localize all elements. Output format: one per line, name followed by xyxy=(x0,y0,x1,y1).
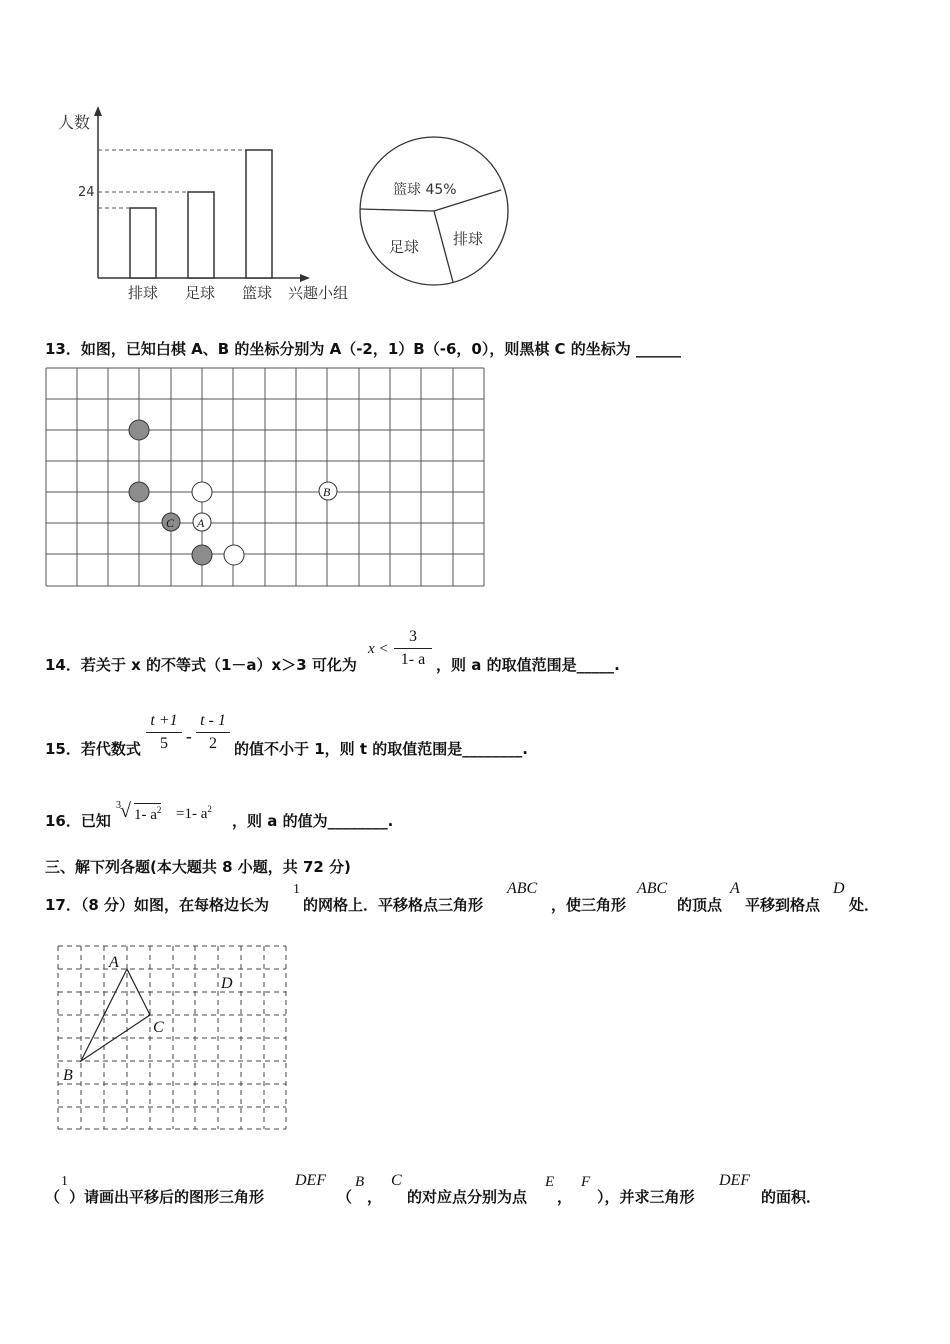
stone-label-a: A xyxy=(197,516,205,530)
black-stone xyxy=(129,420,149,440)
q17-1-text-1: ）请画出平移后的图形三角形 xyxy=(69,1188,265,1206)
radicand-exponent: 2 xyxy=(156,805,162,815)
question-16-suffix: ，则 a 的值为________. xyxy=(232,812,394,830)
q17-1-f: F xyxy=(581,1174,591,1190)
q17-text-4: 的顶点 xyxy=(677,896,723,914)
q17-one: 1 xyxy=(293,882,300,897)
point-label-a: A xyxy=(109,954,119,971)
q17-text-1: 17．（8 分）如图，在每格边长为 xyxy=(45,896,270,914)
fraction-numerator: t - 1 xyxy=(200,712,226,729)
question-15-suffix: 的值不小于 1，则 t 的取值范围是________. xyxy=(234,740,528,758)
bar-basketball xyxy=(246,150,272,278)
fraction-denominator: 1- a xyxy=(400,651,426,668)
q17-1-c: C xyxy=(391,1172,402,1189)
q17-1-comma-1: ， xyxy=(367,1188,383,1206)
question-14-fraction xyxy=(394,628,432,669)
radical-index: 3 xyxy=(116,800,121,811)
pie-label-volleyball: 排球 xyxy=(453,230,484,248)
question-15-fraction-2 xyxy=(196,712,230,753)
q17-abc-2: ABC xyxy=(637,880,668,897)
fraction-denominator: 5 xyxy=(160,735,168,752)
black-stone xyxy=(129,482,149,502)
radical-sign: √ xyxy=(120,800,131,822)
bar-football xyxy=(188,192,214,278)
category-label-football: 足球 xyxy=(185,284,216,302)
white-stone xyxy=(192,482,212,502)
point-label-d: D xyxy=(221,975,233,992)
q17-a: A xyxy=(730,880,740,897)
q17-text-5: 平移到格点 xyxy=(745,896,821,914)
question-15-minus: - xyxy=(186,727,192,746)
q17-1-paren: （ xyxy=(337,1188,353,1206)
q17-1-text-4: 的面积． xyxy=(761,1188,822,1206)
q17-1-comma-2: ， xyxy=(557,1188,573,1206)
question-16-prefix: 16．已知 xyxy=(45,812,111,830)
point-label-c: C xyxy=(153,1019,164,1036)
stone-label-c: C xyxy=(166,516,175,530)
tick-label-24: 24 xyxy=(78,185,95,200)
pie-chart xyxy=(355,132,515,292)
q17-1-def-2: DEF xyxy=(719,1172,751,1189)
q17-text-6: 处． xyxy=(849,896,880,914)
category-label-volleyball: 排球 xyxy=(128,284,159,302)
radical-radicand xyxy=(134,803,161,824)
pie-label-basketball: 篮球 45% xyxy=(393,182,457,198)
bar-volleyball xyxy=(130,208,156,278)
q17-1-one: 1 xyxy=(61,1174,68,1189)
rhs-exponent: 2 xyxy=(207,804,212,814)
question-15-fraction-1 xyxy=(146,712,182,753)
fraction-bar xyxy=(394,648,432,649)
fraction-denominator: 2 xyxy=(209,735,217,752)
category-label-basketball: 篮球 xyxy=(242,284,273,302)
go-board xyxy=(45,367,487,591)
x-axis-label: 兴趣小组 xyxy=(288,284,349,302)
fraction-numerator: 3 xyxy=(409,628,417,645)
q17-1-text-3: ），并求三角形 xyxy=(597,1188,695,1206)
fraction-bar xyxy=(146,732,182,733)
question-14-lhs: x < xyxy=(368,641,389,657)
question-13: 13．如图，已知白棋 A、B 的坐标分别为 A（-2，1）B（-6，0），则黑棋 C 的坐标为 ______ xyxy=(45,340,682,358)
q17-abc-1: ABC xyxy=(507,880,538,897)
y-axis-label: 人数 xyxy=(58,113,91,132)
radicand-text: 1- a xyxy=(134,807,157,823)
q17-text-3: ，使三角形 xyxy=(551,896,627,914)
stone-label-b: B xyxy=(323,485,331,499)
q17-grid-figure xyxy=(55,943,290,1133)
question-15-prefix: 15．若代数式 xyxy=(45,740,141,758)
white-stone xyxy=(224,545,244,565)
black-stone xyxy=(192,545,212,565)
q17-1-e: E xyxy=(545,1174,555,1190)
bar-chart xyxy=(50,100,360,305)
point-label-b: B xyxy=(63,1067,73,1084)
q17-1-b: B xyxy=(355,1174,365,1190)
q17-1-text-2: 的对应点分别为点 xyxy=(407,1188,528,1206)
q17-1-def-1: DEF xyxy=(295,1172,327,1189)
question-14-prefix: 14．若关于 x 的不等式（1－a）x＞3 可化为 xyxy=(45,656,357,674)
q17-text-2: 的网格上．平移格点三角形 xyxy=(303,896,484,914)
pie-label-football: 足球 xyxy=(389,238,420,256)
rhs-text: =1- a xyxy=(176,806,208,822)
question-16-rhs xyxy=(176,804,212,823)
fraction-numerator: t +1 xyxy=(150,712,178,729)
fraction-bar xyxy=(196,732,230,733)
question-14-suffix: ，则 a 的取值范围是_____. xyxy=(436,656,620,674)
section-3-heading: 三、解下列各题(本大题共 8 小题，共 72 分) xyxy=(45,858,351,876)
q17-d: D xyxy=(833,880,845,897)
q17-1-open: （ xyxy=(45,1188,61,1206)
